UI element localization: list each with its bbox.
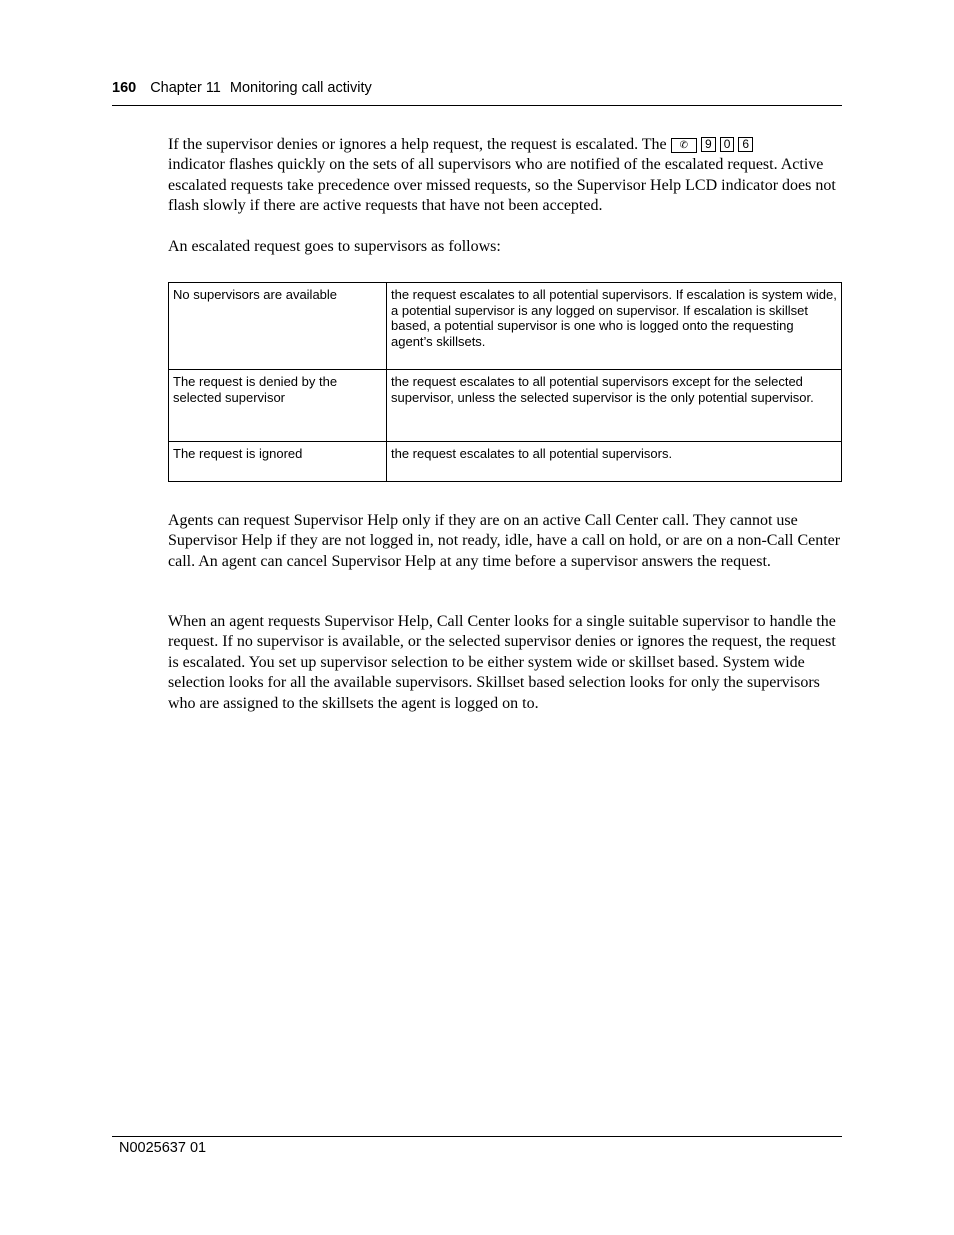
table-cell-result: the request escalates to all potential supervisors. If escalation is system wide, a potential supervisor is any logged on supervisor. If escalation is skillset based, a potential supervisor is one who is logged onto the requesting agent’s skillsets.: [387, 283, 842, 370]
table-row: [169, 283, 842, 370]
paragraph-text: indicator flashes quickly on the sets of all supervisors who are notified of the escalated request. Active escalated requests take precedence over missed requests, so the Supervisor Help LCD indicator does not flash slowly if there are active requests that have not been accepted.: [168, 156, 836, 215]
key-9: 9: [701, 137, 716, 152]
paragraph-escalation-indicator: [168, 135, 844, 217]
document-number: N0025637 01: [119, 1140, 207, 1156]
paragraph-text: If the supervisor denies or ignores a help request, the request is escalated. The: [168, 136, 671, 153]
table-cell-result: the request escalates to all potential supervisors.: [387, 442, 842, 482]
table-cell-result: the request escalates to all potential supervisors except for the selected supervisor, unless the selected supervisor is the only potential supervisor.: [387, 370, 842, 442]
chapter-label: Chapter 11: [150, 80, 221, 96]
escalation-table: [168, 282, 842, 482]
chapter-title: Monitoring call activity: [229, 80, 372, 96]
table-cell-condition: The request is ignored: [169, 442, 387, 482]
header-rule: [112, 105, 842, 106]
key-0: 0: [720, 137, 735, 152]
table-cell-condition: The request is denied by the selected supervisor: [169, 370, 387, 442]
page-header: [112, 79, 842, 97]
footer-rule: [112, 1136, 842, 1137]
key-6: 6: [738, 137, 753, 152]
paragraph-agent-request: Agents can request Supervisor Help only if they are on an active Call Center call. They cannot use Supervisor Help if they are not logged in, not ready, idle, have a call on hold, or are on a non-Call Center call. An agent can cancel Supervisor Help at any time before a supervisor answers the request.: [168, 512, 841, 570]
paragraph-table-intro: An escalated request goes to supervisors as follows:: [168, 238, 501, 255]
table-cell-condition: No supervisors are available: [169, 283, 387, 370]
page-number: 160: [112, 80, 137, 96]
paragraph-supervisor-selection: When an agent requests Supervisor Help, Call Center looks for a single suitable supervisor to handle the request. If no supervisor is available, or the selected supervisor denies or ignores the request, the request is escalated. You set up supervisor selection to be either system wide or skillset based. System wide selection looks for all the available supervisors. Skillset based selection looks for only the supervisors who are assigned to the skillsets the agent is logged on to.: [168, 613, 836, 712]
table-row: [169, 442, 842, 482]
feature-key-icon: ✆: [671, 138, 697, 153]
table-row: [169, 370, 842, 442]
